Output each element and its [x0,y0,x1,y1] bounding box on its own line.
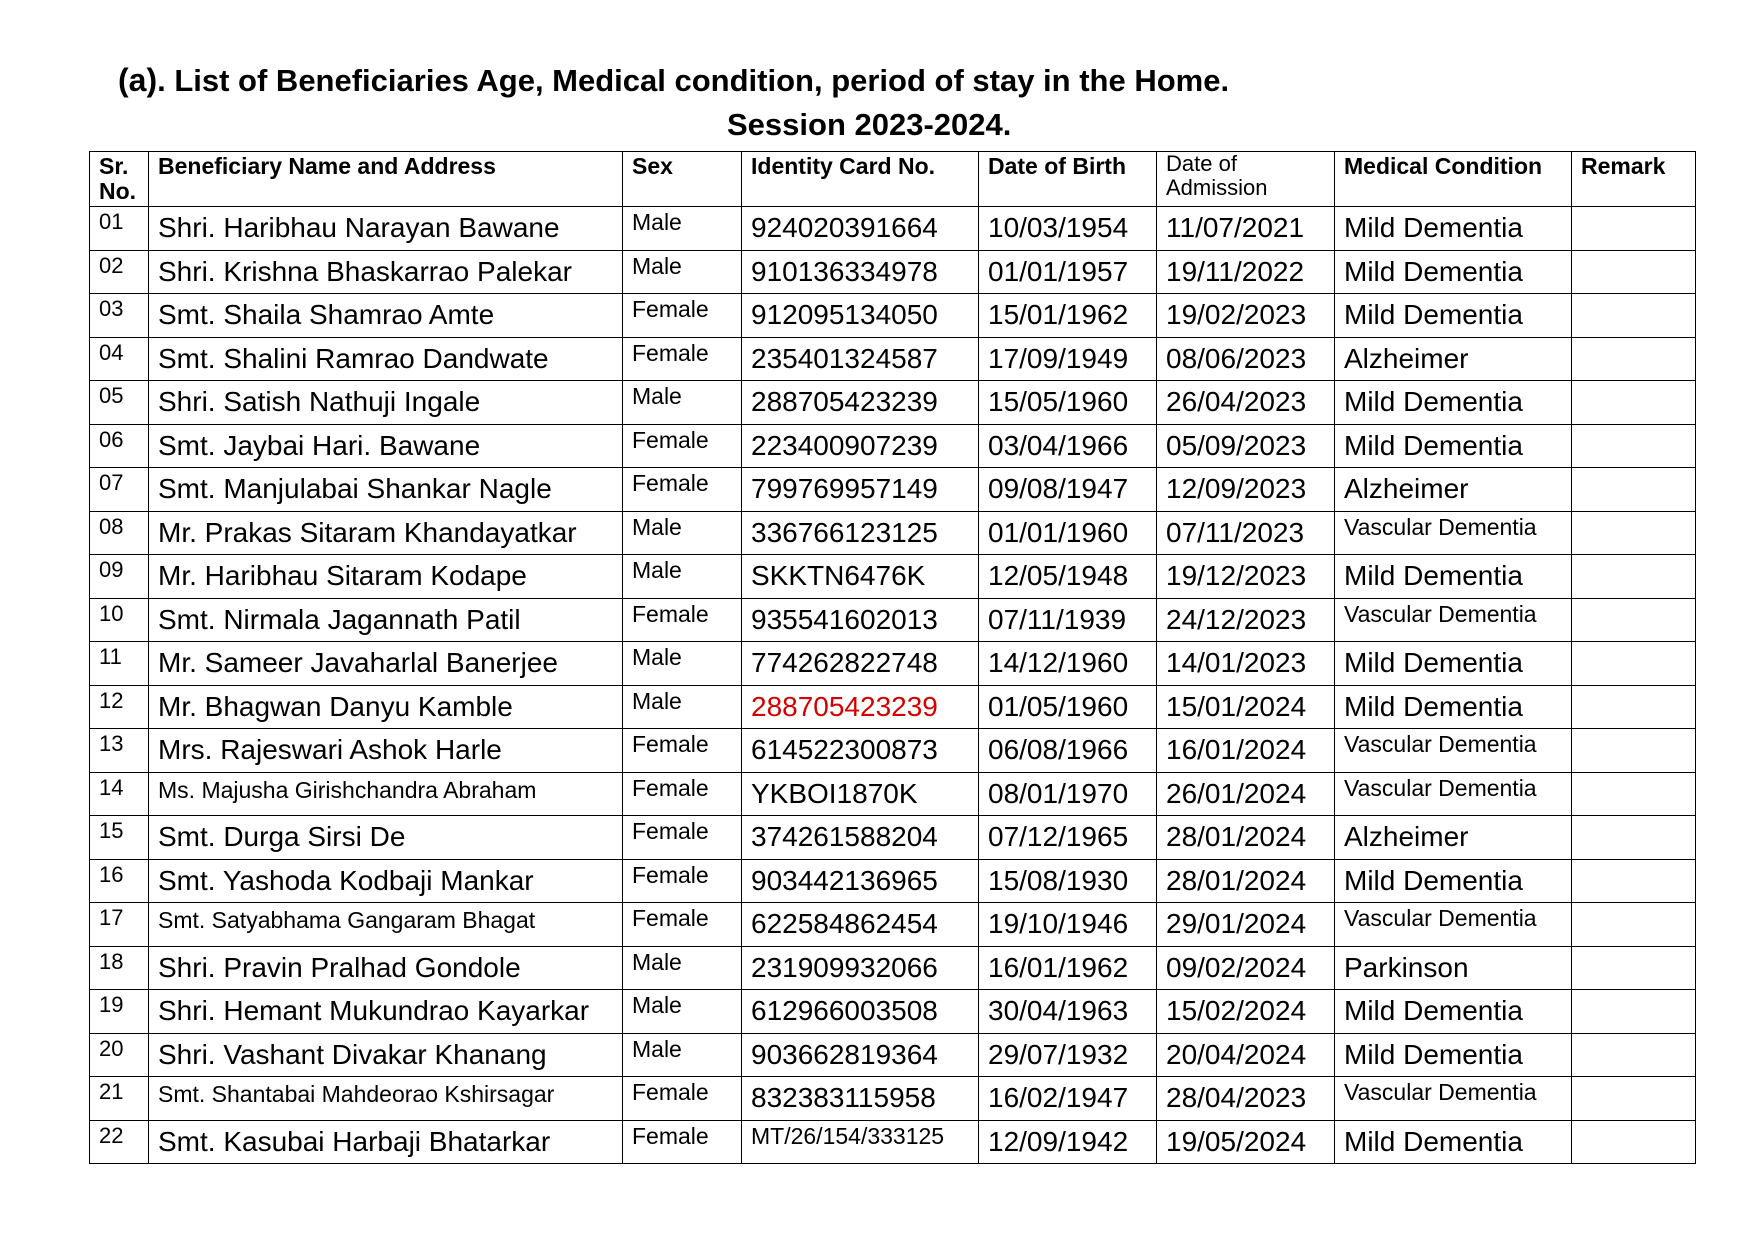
cell-dob: 16/01/1962 [979,946,1157,990]
cell-id: 910136334978 [742,250,979,294]
cell-name: Smt. Yashoda Kodbaji Mankar [149,859,623,903]
table-row [90,294,1696,338]
cell-id: 614522300873 [742,729,979,773]
table-row [90,555,1696,599]
table-row [90,903,1696,947]
cell-remark [1572,859,1696,903]
table-row [90,250,1696,294]
cell-doa: 20/04/2024 [1157,1033,1335,1077]
table-body [90,207,1696,1164]
cell-sex: Female [623,1077,742,1121]
cell-name: Mr. Sameer Javaharlal Banerjee [149,642,623,686]
table-row [90,424,1696,468]
cell-remark [1572,598,1696,642]
cell-condition: Vascular Dementia [1335,598,1572,642]
cell-sr: 10 [90,598,149,642]
cell-id: 288705423239 [742,685,979,729]
cell-dob: 15/08/1930 [979,859,1157,903]
cell-condition: Alzheimer [1335,816,1572,860]
table-row [90,990,1696,1034]
cell-sr: 06 [90,424,149,468]
cell-doa: 28/01/2024 [1157,816,1335,860]
cell-sex: Male [623,555,742,599]
cell-id: 903662819364 [742,1033,979,1077]
cell-doa: 19/05/2024 [1157,1120,1335,1164]
cell-name: Shri. Haribhau Narayan Bawane [149,207,623,251]
cell-name: Smt. Shalini Ramrao Dandwate [149,337,623,381]
cell-doa: 26/01/2024 [1157,772,1335,816]
cell-sex: Male [623,250,742,294]
cell-condition: Parkinson [1335,946,1572,990]
table-row [90,1077,1696,1121]
cell-sex: Male [623,511,742,555]
cell-sr: 13 [90,729,149,773]
cell-remark [1572,381,1696,425]
cell-sex: Female [623,859,742,903]
header-sex: Sex [623,152,742,207]
cell-sex: Female [623,903,742,947]
cell-name: Smt. Nirmala Jagannath Patil [149,598,623,642]
cell-sr: 14 [90,772,149,816]
cell-dob: 15/01/1962 [979,294,1157,338]
table-row [90,468,1696,512]
cell-dob: 06/08/1966 [979,729,1157,773]
table-row [90,511,1696,555]
title-prefix: (a) [118,62,158,98]
cell-name: Mr. Prakas Sitaram Khandayatkar [149,511,623,555]
cell-name: Shri. Pravin Pralhad Gondole [149,946,623,990]
cell-sr: 17 [90,903,149,947]
table-row [90,337,1696,381]
cell-id: 231909932066 [742,946,979,990]
cell-condition: Vascular Dementia [1335,1077,1572,1121]
cell-sex: Female [623,816,742,860]
cell-dob: 19/10/1946 [979,903,1157,947]
cell-remark [1572,1033,1696,1077]
cell-dob: 12/09/1942 [979,1120,1157,1164]
cell-remark [1572,250,1696,294]
cell-id: 622584862454 [742,903,979,947]
cell-sr: 02 [90,250,149,294]
cell-dob: 16/02/1947 [979,1077,1157,1121]
cell-name: Smt. Durga Sirsi De [149,816,623,860]
cell-remark [1572,424,1696,468]
cell-sr: 21 [90,1077,149,1121]
cell-id: MT/26/154/333125 [742,1120,979,1164]
cell-dob: 03/04/1966 [979,424,1157,468]
cell-sex: Female [623,598,742,642]
cell-sr: 03 [90,294,149,338]
cell-doa: 29/01/2024 [1157,903,1335,947]
cell-id: YKBOI1870K [742,772,979,816]
cell-condition: Vascular Dementia [1335,772,1572,816]
cell-remark [1572,468,1696,512]
cell-sr: 11 [90,642,149,686]
cell-remark [1572,555,1696,599]
cell-dob: 12/05/1948 [979,555,1157,599]
table-row [90,381,1696,425]
cell-sex: Female [623,772,742,816]
table-row [90,772,1696,816]
cell-sex: Male [623,1033,742,1077]
cell-sr: 20 [90,1033,149,1077]
table-row [90,598,1696,642]
cell-doa: 15/01/2024 [1157,685,1335,729]
cell-sr: 07 [90,468,149,512]
cell-name: Mr. Haribhau Sitaram Kodape [149,555,623,599]
cell-id: 223400907239 [742,424,979,468]
cell-condition: Mild Dementia [1335,207,1572,251]
cell-condition: Alzheimer [1335,337,1572,381]
cell-condition: Mild Dementia [1335,1033,1572,1077]
table-row [90,1120,1696,1164]
cell-sex: Male [623,990,742,1034]
cell-id: 924020391664 [742,207,979,251]
table-row [90,685,1696,729]
cell-remark [1572,772,1696,816]
cell-condition: Vascular Dementia [1335,511,1572,555]
cell-condition: Mild Dementia [1335,990,1572,1034]
cell-doa: 16/01/2024 [1157,729,1335,773]
header-dob: Date of Birth [979,152,1157,207]
cell-id: 235401324587 [742,337,979,381]
cell-name: Smt. Kasubai Harbaji Bhatarkar [149,1120,623,1164]
cell-remark [1572,816,1696,860]
cell-sex: Male [623,207,742,251]
cell-remark [1572,1077,1696,1121]
cell-id: 336766123125 [742,511,979,555]
cell-dob: 08/01/1970 [979,772,1157,816]
header-sr: Sr. No. [90,152,149,207]
title-text: . List of Beneficiaries Age, Medical condition, period of stay in the Home. [157,63,1230,98]
header-remark: Remark [1572,152,1696,207]
cell-condition: Vascular Dementia [1335,729,1572,773]
cell-condition: Mild Dementia [1335,642,1572,686]
cell-dob: 30/04/1963 [979,990,1157,1034]
cell-remark [1572,685,1696,729]
cell-sr: 19 [90,990,149,1034]
table-header-row [90,152,1696,207]
cell-sex: Male [623,946,742,990]
cell-doa: 07/11/2023 [1157,511,1335,555]
cell-sex: Female [623,424,742,468]
cell-doa: 28/04/2023 [1157,1077,1335,1121]
document-subtitle: Session 2023-2024. [727,107,1012,142]
cell-sex: Female [623,294,742,338]
cell-remark [1572,729,1696,773]
header-name: Beneficiary Name and Address [149,152,623,207]
cell-id: 903442136965 [742,859,979,903]
cell-name: Smt. Shantabai Mahdeorao Kshirsagar [149,1077,623,1121]
header-id: Identity Card No. [742,152,979,207]
cell-remark [1572,946,1696,990]
cell-remark [1572,511,1696,555]
cell-sr: 09 [90,555,149,599]
cell-condition: Mild Dementia [1335,685,1572,729]
cell-remark [1572,642,1696,686]
cell-doa: 19/02/2023 [1157,294,1335,338]
cell-name: Shri. Krishna Bhaskarrao Palekar [149,250,623,294]
cell-sex: Male [623,642,742,686]
cell-dob: 15/05/1960 [979,381,1157,425]
cell-sex: Male [623,685,742,729]
cell-name: Smt. Shaila Shamrao Amte [149,294,623,338]
cell-dob: 01/01/1957 [979,250,1157,294]
cell-condition: Mild Dementia [1335,424,1572,468]
cell-remark [1572,207,1696,251]
cell-id: 288705423239 [742,381,979,425]
cell-sr: 22 [90,1120,149,1164]
cell-remark [1572,990,1696,1034]
cell-dob: 09/08/1947 [979,468,1157,512]
cell-dob: 01/01/1960 [979,511,1157,555]
cell-sex: Female [623,729,742,773]
cell-remark [1572,294,1696,338]
cell-dob: 17/09/1949 [979,337,1157,381]
cell-dob: 14/12/1960 [979,642,1157,686]
cell-sr: 04 [90,337,149,381]
table-row [90,859,1696,903]
cell-name: Smt. Manjulabai Shankar Nagle [149,468,623,512]
cell-sr: 08 [90,511,149,555]
cell-condition: Alzheimer [1335,468,1572,512]
table-row [90,1033,1696,1077]
cell-sr: 05 [90,381,149,425]
cell-doa: 19/12/2023 [1157,555,1335,599]
header-doa: Date of Admission [1157,152,1335,207]
cell-doa: 24/12/2023 [1157,598,1335,642]
cell-id: 799769957149 [742,468,979,512]
cell-doa: 11/07/2021 [1157,207,1335,251]
cell-id: SKKTN6476K [742,555,979,599]
cell-doa: 08/06/2023 [1157,337,1335,381]
cell-doa: 19/11/2022 [1157,250,1335,294]
cell-id: 832383115958 [742,1077,979,1121]
cell-condition: Mild Dementia [1335,859,1572,903]
cell-sr: 01 [90,207,149,251]
cell-name: Mrs. Rajeswari Ashok Harle [149,729,623,773]
cell-dob: 07/12/1965 [979,816,1157,860]
cell-id: 912095134050 [742,294,979,338]
cell-condition: Mild Dementia [1335,381,1572,425]
cell-sex: Female [623,1120,742,1164]
cell-condition: Vascular Dementia [1335,903,1572,947]
cell-dob: 01/05/1960 [979,685,1157,729]
cell-sex: Male [623,381,742,425]
table-row [90,729,1696,773]
table-row [90,816,1696,860]
cell-name: Shri. Hemant Mukundrao Kayarkar [149,990,623,1034]
cell-sr: 18 [90,946,149,990]
cell-name: Mr. Bhagwan Danyu Kamble [149,685,623,729]
cell-condition: Mild Dementia [1335,250,1572,294]
cell-name: Shri. Vashant Divakar Khanang [149,1033,623,1077]
cell-doa: 05/09/2023 [1157,424,1335,468]
cell-doa: 12/09/2023 [1157,468,1335,512]
cell-sr: 16 [90,859,149,903]
table-row [90,207,1696,251]
cell-sr: 12 [90,685,149,729]
cell-doa: 28/01/2024 [1157,859,1335,903]
cell-name: Shri. Satish Nathuji Ingale [149,381,623,425]
table-row [90,946,1696,990]
cell-sr: 15 [90,816,149,860]
document-title [118,62,1229,99]
cell-remark [1572,1120,1696,1164]
cell-remark [1572,337,1696,381]
header-condition: Medical Condition [1335,152,1572,207]
cell-id: 374261588204 [742,816,979,860]
cell-id: 774262822748 [742,642,979,686]
cell-condition: Mild Dementia [1335,1120,1572,1164]
beneficiaries-table [89,151,1696,1164]
cell-dob: 07/11/1939 [979,598,1157,642]
cell-dob: 10/03/1954 [979,207,1157,251]
cell-name: Ms. Majusha Girishchandra Abraham [149,772,623,816]
cell-id: 935541602013 [742,598,979,642]
cell-doa: 09/02/2024 [1157,946,1335,990]
cell-remark [1572,903,1696,947]
cell-sex: Female [623,337,742,381]
cell-name: Smt. Satyabhama Gangaram Bhagat [149,903,623,947]
cell-condition: Mild Dementia [1335,294,1572,338]
cell-name: Smt. Jaybai Hari. Bawane [149,424,623,468]
cell-doa: 15/02/2024 [1157,990,1335,1034]
cell-doa: 14/01/2023 [1157,642,1335,686]
cell-id: 612966003508 [742,990,979,1034]
table-row [90,642,1696,686]
cell-condition: Mild Dementia [1335,555,1572,599]
cell-sex: Female [623,468,742,512]
cell-doa: 26/04/2023 [1157,381,1335,425]
cell-dob: 29/07/1932 [979,1033,1157,1077]
